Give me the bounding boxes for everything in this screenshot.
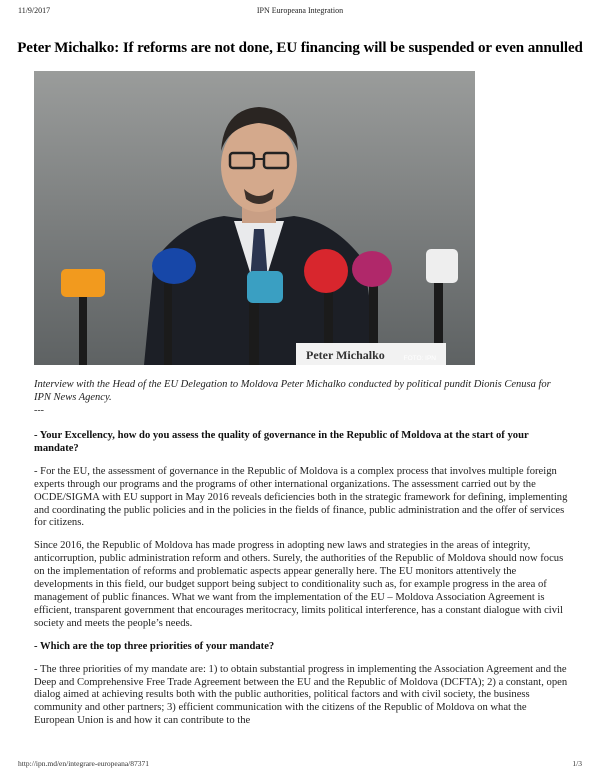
page-number: 1/3	[572, 759, 582, 768]
question-2: - Which are the top three priorities of your mandate?	[34, 640, 275, 652]
answer-2-paragraph-1: - The three priorities of my mandate are: 1) to obtain substantial progress in implementing the Association Agreement and the Deep and Comprehensive Free Trade Agreement between the EU and the Republic of Moldova (DCFTA); 2) a constant, open dialog aimed at achieving results both with the public authorities, political factors and with civil society, the business community and other partners; 3) efficient communication with the citizens of the Republic of Moldova on what the European Union is and how it can contribute to the	[34, 663, 568, 727]
article-body	[34, 430, 568, 738]
photo-caption: Interview with the Head of the EU Delegation to Moldova Peter Michalko conducted by political pundit Dionis Cenusa for IPN News Agency.	[34, 379, 551, 403]
page-header	[18, 6, 582, 18]
site-title: IPN Europeana Integration	[256, 6, 344, 15]
page-footer	[18, 759, 582, 771]
article-photo	[34, 71, 475, 365]
answer-1-paragraph-2: Since 2016, the Republic of Moldova has made progress in adopting new laws and strategies in the areas of integrity, anticorruption, public administration reform and others. Surely, the authorities of the Republic of Moldova should now focus on the implementation of reforms and problematic aspects appear generally here. The EU monitors attentively the developments in this field, our budget support being subject to conditionality such as, for example progress in the area of management of public finances. What we want from the implementation of the EU – Moldova Association Agreement is efficient, transparent government that encourages meritocracy, limits political interference, has a constant dialogue with civil society and meets the people’s needs.	[34, 540, 564, 629]
source-url: http://ipn.md/en/integrare-europeana/87371	[18, 759, 150, 768]
photo-illustration	[34, 71, 475, 365]
photo-credit: FOTO: IPN	[403, 355, 436, 362]
question-1: - Your Excellency, how do you assess the quality of governance in the Republic of Moldova at the start of your mandate?	[34, 430, 529, 454]
answer-1-paragraph-1: - For the EU, the assessment of governance in the Republic of Moldova is a complex process that involves multiple foreign experts through our programs and the programs of other international organizations. The assessment carried out by the OCDE/SIGMA with EU support in May 2016 reveals deficiencies both in the strategic framework for defining, implementing and coordinating the public policies and in the policies in the fields of finance, public administration and the offer of services for citizens.	[34, 465, 568, 529]
print-date: 11/9/2017	[18, 6, 51, 15]
separator: ---	[34, 405, 44, 416]
photo-nameplate: Peter Michalko	[306, 348, 385, 362]
article-title: Peter Michalko: If reforms are not done, EU financing will be suspended or even annulled	[17, 40, 583, 56]
